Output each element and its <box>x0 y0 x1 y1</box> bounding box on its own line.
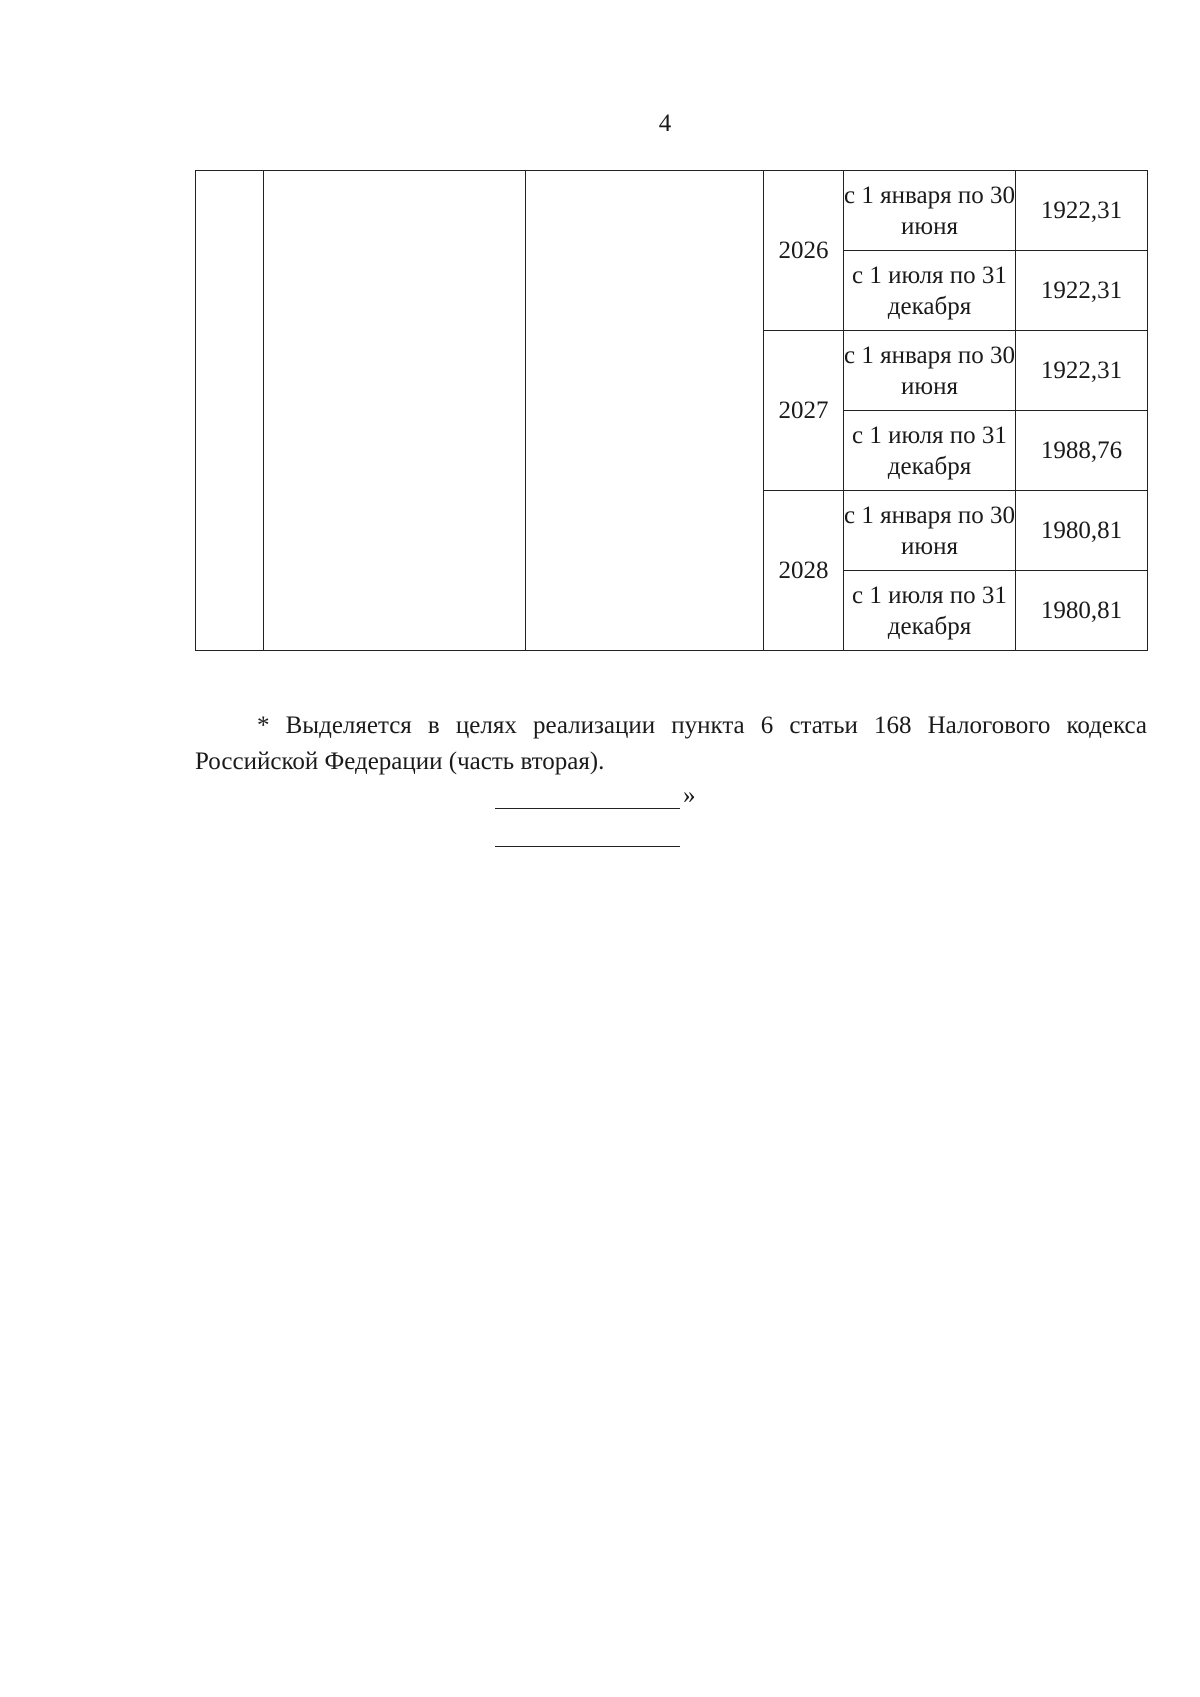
blank-cell-type <box>526 171 764 651</box>
period-cell: с 1 января по 30 июня <box>844 331 1016 411</box>
year-cell: 2027 <box>764 331 844 491</box>
year-cell: 2028 <box>764 491 844 651</box>
period-cell: с 1 июля по 31 декабря <box>844 411 1016 491</box>
closing-quote: » <box>683 782 696 809</box>
period-cell: с 1 июля по 31 декабря <box>844 251 1016 331</box>
end-underline <box>495 846 680 847</box>
blank-cell-organization <box>264 171 526 651</box>
value-cell: 1922,31 <box>1016 171 1148 251</box>
table-row <box>196 171 1148 251</box>
value-cell: 1988,76 <box>1016 411 1148 491</box>
value-cell: 1980,81 <box>1016 571 1148 651</box>
year-cell: 2026 <box>764 171 844 331</box>
period-cell: с 1 июля по 31 декабря <box>844 571 1016 651</box>
period-cell: с 1 января по 30 июня <box>844 171 1016 251</box>
blank-cell-number <box>196 171 264 651</box>
value-cell: 1922,31 <box>1016 251 1148 331</box>
period-cell: с 1 января по 30 июня <box>844 491 1016 571</box>
page-number: 4 <box>658 110 672 137</box>
value-cell: 1922,31 <box>1016 331 1148 411</box>
value-cell: 1980,81 <box>1016 491 1148 571</box>
tariff-table <box>195 170 1148 651</box>
footnote: * Выделяется в целях реализации пункта 6 статьи 168 Налогового кодекса Российской Федерации (часть вторая). <box>195 712 1147 775</box>
closing-underline <box>495 808 680 809</box>
closing-mark <box>495 778 715 858</box>
